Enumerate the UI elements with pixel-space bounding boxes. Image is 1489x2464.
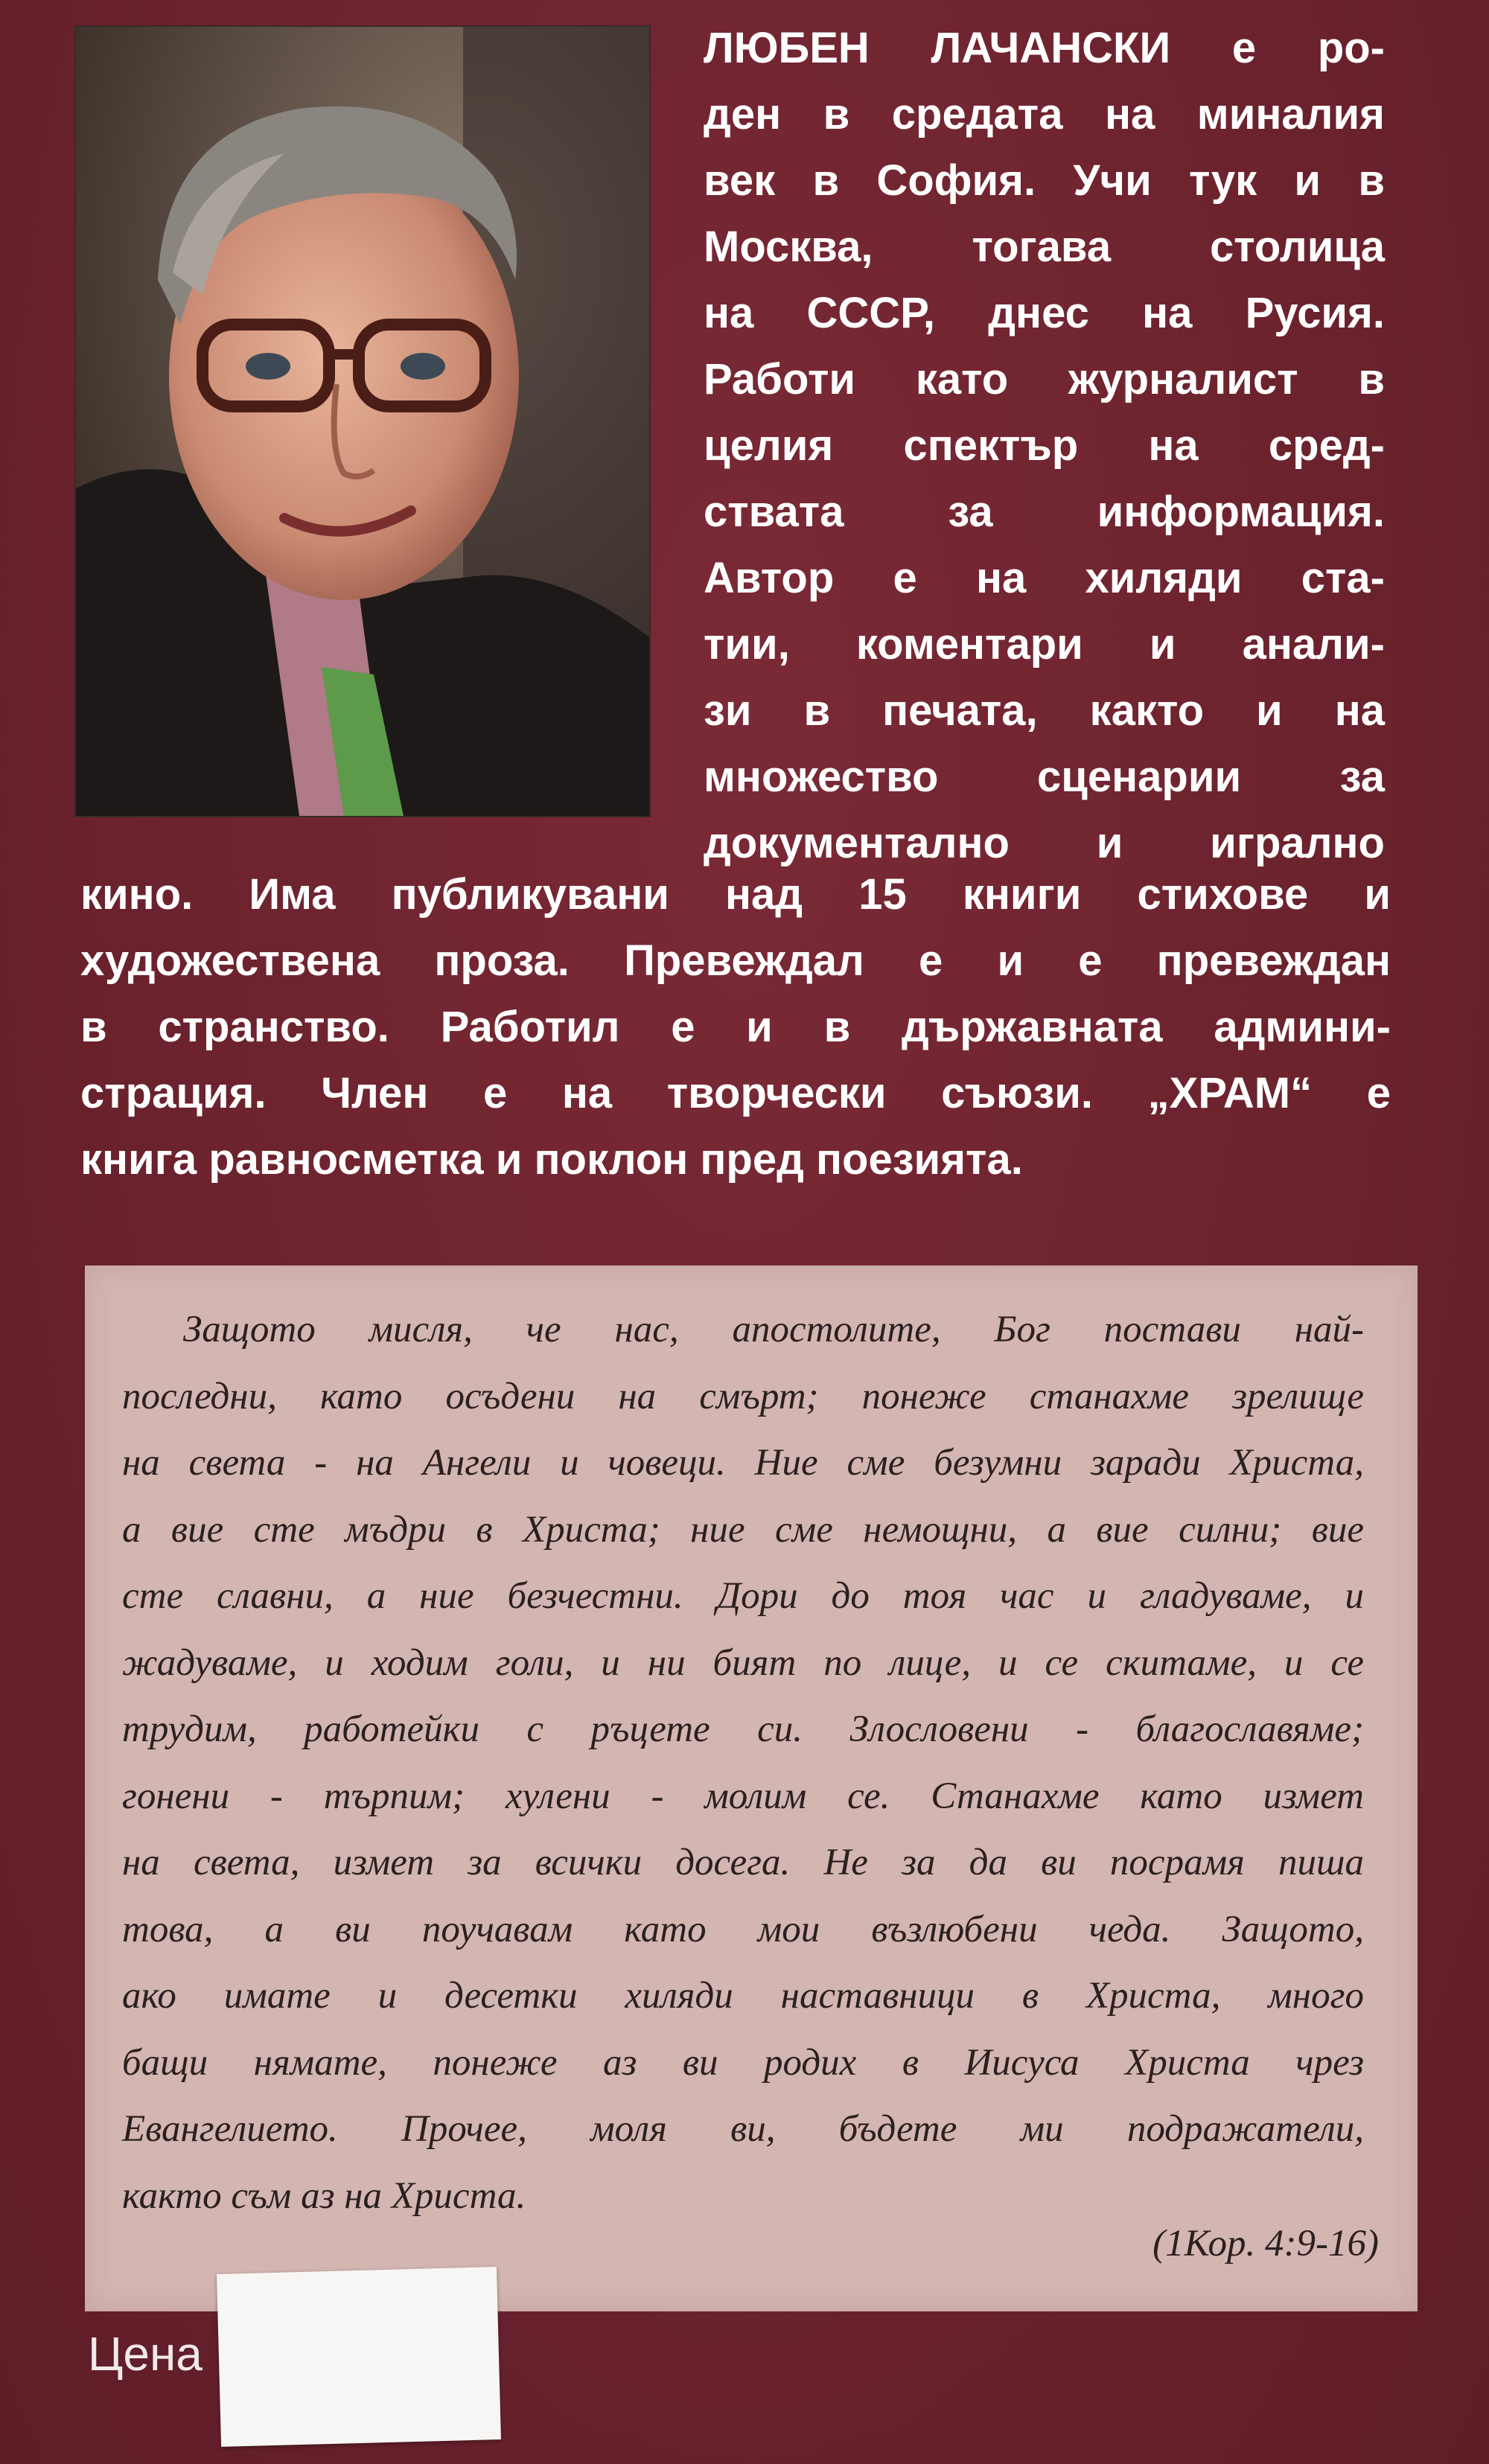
bio-line: ден в средата на миналия (704, 90, 1385, 138)
bio-line: кино. Има публикувани над 15 книги стихове и (80, 870, 1391, 919)
bio-line: Работи като журналист в (704, 355, 1385, 403)
bio-line: зи в печата, както и на (704, 686, 1385, 735)
author-photo (74, 25, 651, 817)
quote-line: жадуваме, и ходим голи, и ни бият по лице, и се скитаме, и се (122, 1641, 1364, 1684)
quote-line: сте славни, а ние безчестни. Дори до тоя час и гладуваме, и (122, 1575, 1364, 1617)
quote-line: Защото мисля, че нас, апостолите, Бог постави най- (183, 1309, 1364, 1350)
quote-line: както съм аз на Христа. (122, 2174, 526, 2217)
bio-line: книга равносметка и поклон пред поезията. (80, 1135, 1023, 1184)
bio-line: Автор е на хиляди ста- (704, 554, 1385, 602)
author-bio-top (704, 15, 1385, 876)
bio-line: ЛЮБЕН ЛАЧАНСКИ е ро- (704, 24, 1385, 72)
quote-line: последни, като осъдени на смърт; понеже станахме зрелище (122, 1375, 1364, 1417)
author-portrait-image (76, 27, 649, 816)
bio-line: множество сценарии за (704, 753, 1385, 801)
quote-line: на света - на Ангели и човеци. Ние сме безумни заради Христа, (122, 1442, 1364, 1484)
quote-line: гонени - търпим; хулени - молим се. Станахме като измет (122, 1775, 1364, 1817)
scripture-quote-text (122, 1297, 1364, 2230)
bio-line: Москва, тогава столица (704, 223, 1385, 271)
bio-line: художествена проза. Превеждал е и е превеждан (80, 936, 1391, 985)
quote-line: трудим, работейки с ръцете си. Злословени - благославяме; (122, 1708, 1364, 1750)
price-label: Цена (88, 2327, 203, 2381)
bio-line: век в София. Учи тук и в (704, 156, 1385, 205)
quote-line: Евангелието. Прочее, моля ви, бъдете ми подражатели, (122, 2108, 1364, 2150)
bio-line: целия спектър на сред- (704, 421, 1385, 470)
scripture-reference: (1Кор. 4:9-16) (1152, 2223, 1379, 2264)
bio-line: документално и игрално (704, 819, 1385, 867)
author-bio-bottom (80, 861, 1391, 1193)
quote-line: а вие сте мъдри в Христа; ние сме немощни, а вие силни; вие (122, 1508, 1364, 1551)
bio-line: в странство. Работил е и в държавната админи- (80, 1003, 1391, 1051)
quote-line: бащи нямате, понеже аз ви родих в Иисуса Христа чрез (122, 2041, 1364, 2084)
bio-line: ствата за информация. (704, 488, 1385, 536)
bio-line: страция. Член е на творчески съюзи. „ХРАМ“ е (80, 1069, 1391, 1117)
quote-line: на света, измет за всички досега. Не за да ви посрамя пиша (122, 1842, 1364, 1883)
scripture-quote-box (85, 1265, 1418, 2311)
quote-line: това, а ви поучавам като мои възлюбени чеда. Защото, (122, 1908, 1364, 1950)
price-sticker (217, 2267, 501, 2447)
bio-line: на СССР, днес на Русия. (704, 289, 1385, 337)
bio-line: тии, коментари и анали- (704, 620, 1385, 668)
quote-line: ако имате и десетки хиляди наставници в Христа, много (122, 1975, 1364, 2017)
